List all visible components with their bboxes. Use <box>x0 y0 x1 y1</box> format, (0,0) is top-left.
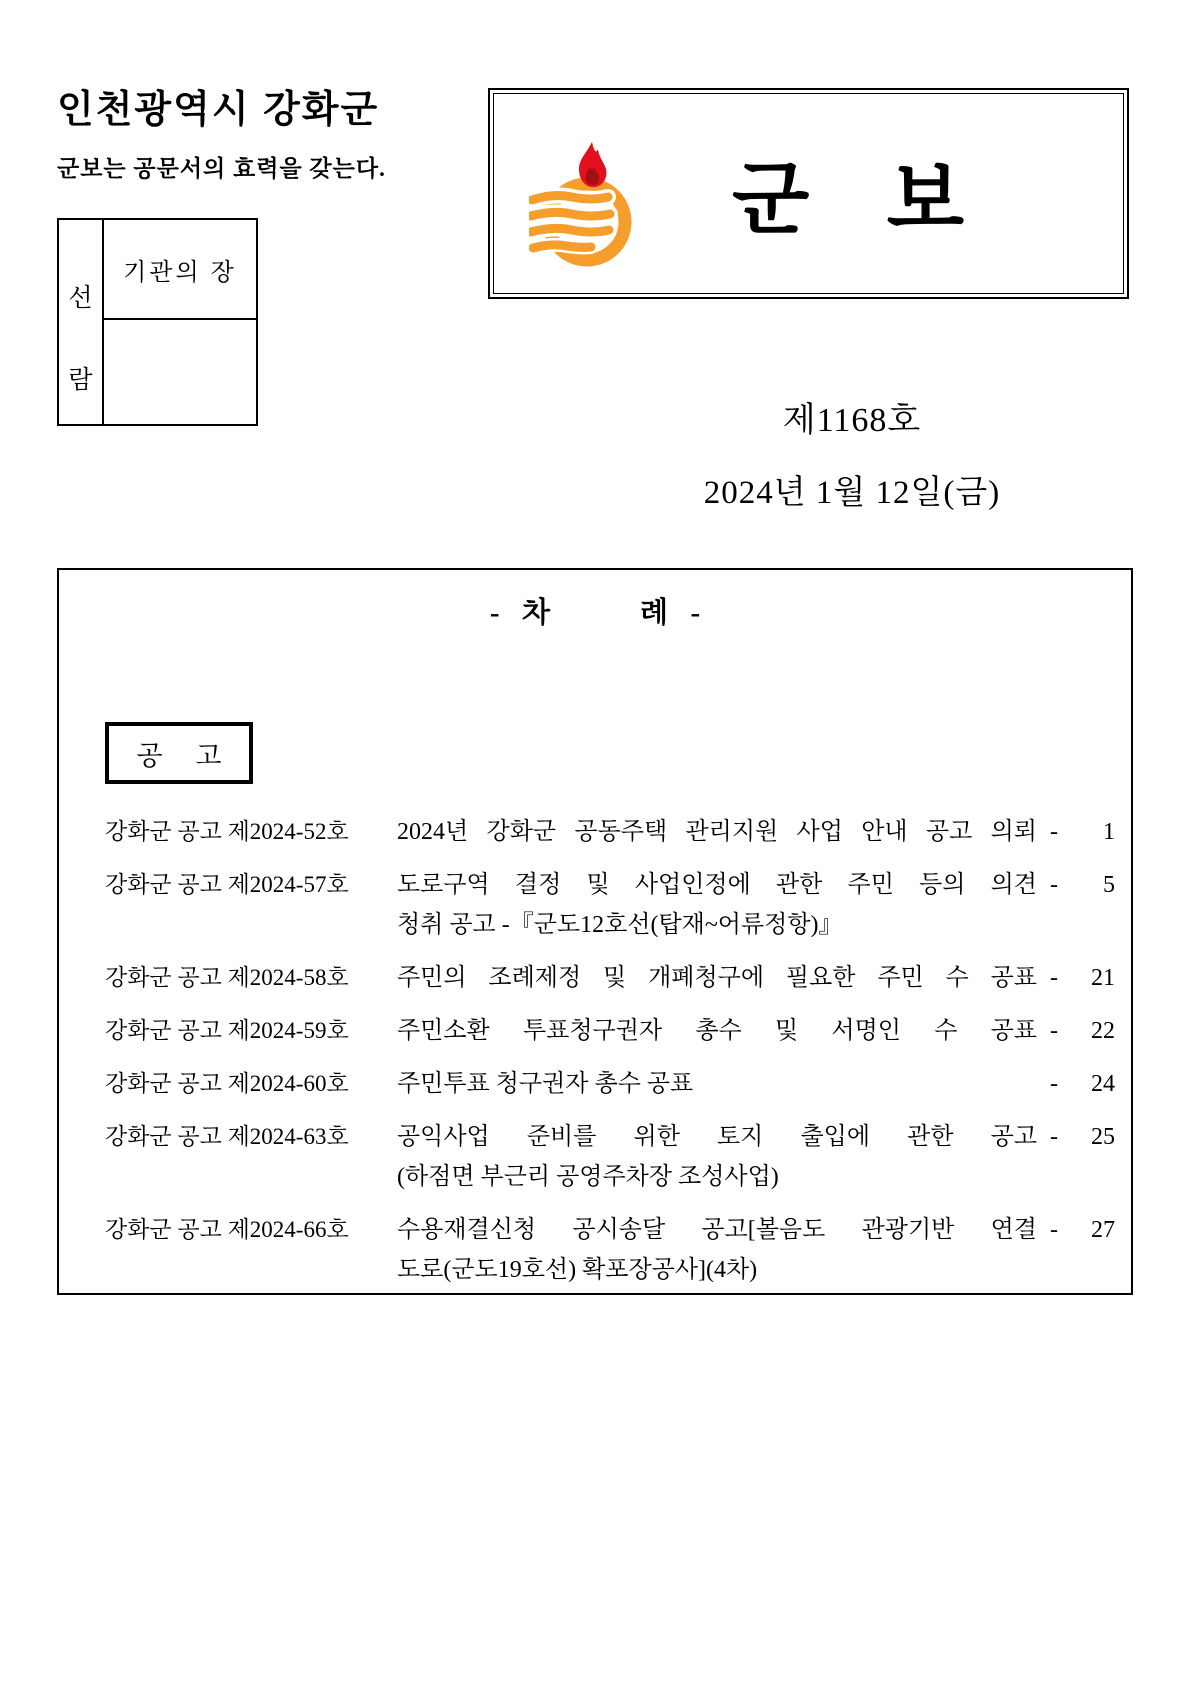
page-title: 인천광역시 강화군 <box>57 89 380 131</box>
leader-dash: - <box>1050 819 1058 845</box>
page-number: 25 <box>1091 1124 1115 1150</box>
notice-title-line: 주민투표 청구권자 총수 공표 <box>397 1071 694 1097</box>
page-number: 5 <box>1103 872 1115 898</box>
notice-number: 강화군 공고 제2024-52호 <box>105 819 349 844</box>
review-stamp-table <box>57 218 258 426</box>
leader-dash: - <box>1050 1124 1058 1150</box>
notice-number: 강화군 공고 제2024-57호 <box>105 872 349 897</box>
toc-row <box>105 1210 1117 1290</box>
notice-title-line: 주민의 조례제정 및 개폐청구에 필요한 주민 수 공표 <box>397 965 1037 991</box>
leader-dash: - <box>1050 1018 1058 1044</box>
leader-dash: - <box>1050 1071 1058 1097</box>
notice-title-line: 도로구역 결정 및 사업인정에 관한 주민 등의 의견 <box>397 872 1037 898</box>
notice-title-line: 2024년 강화군 공동주택 관리지원 사업 안내 공고 의뢰 <box>397 819 1037 845</box>
review-side-label <box>59 220 104 424</box>
leader-dash: - <box>1050 965 1058 991</box>
toc-row <box>105 812 1117 852</box>
review-head-cell: 기관의 장 <box>104 220 256 320</box>
toc-section-label: 공 고 <box>105 722 253 784</box>
notice-number: 강화군 공고 제2024-58호 <box>105 965 349 990</box>
toc-title: - 차 례 - <box>489 597 701 629</box>
notice-title-line: (하점면 부근리 공영주차장 조성사업) <box>397 1164 779 1190</box>
toc-row <box>105 958 1117 998</box>
toc-row <box>105 1011 1117 1051</box>
review-side-char-2: 람 <box>68 367 93 394</box>
gazette-motto: 군보는 공문서의 효력을 갖는다. <box>57 156 386 181</box>
toc-box <box>57 568 1133 1295</box>
gazette-title-char-2: 보 <box>886 155 964 244</box>
issue-date: 2024년 1월 12일(금) <box>703 475 1001 511</box>
page-number: 22 <box>1091 1018 1115 1044</box>
toc-row <box>105 865 1117 945</box>
leader-dash: - <box>1050 872 1058 898</box>
gazette-title <box>732 155 964 244</box>
notice-title-line: 청취 공고 -『군도12호선(탑재~어류정항)』 <box>397 912 843 938</box>
notice-number: 강화군 공고 제2024-63호 <box>105 1124 349 1149</box>
gazette-title-char-1: 군 <box>732 155 810 244</box>
page-number: 1 <box>1103 819 1115 845</box>
notice-title-line: 수용재결신청 공시송달 공고[볼음도 관광기반 연결 <box>397 1217 1037 1243</box>
page-number: 24 <box>1091 1071 1115 1097</box>
toc-row <box>105 1064 1117 1104</box>
notice-number: 강화군 공고 제2024-60호 <box>105 1071 349 1096</box>
page-number: 21 <box>1091 965 1115 991</box>
page-number: 27 <box>1091 1217 1115 1243</box>
leader-dash: - <box>1050 1217 1058 1243</box>
review-side-char-1: 선 <box>68 285 93 312</box>
notice-title-line: 공익사업 준비를 위한 토지 출입에 관한 공고 <box>397 1124 1037 1150</box>
masthead-box <box>488 88 1129 299</box>
notice-number: 강화군 공고 제2024-66호 <box>105 1217 349 1242</box>
review-signature-cell <box>104 320 256 424</box>
notice-number: 강화군 공고 제2024-59호 <box>105 1018 349 1043</box>
toc-row <box>105 1117 1117 1197</box>
notice-title-line: 주민소환 투표청구권자 총수 및 서명인 수 공표 <box>397 1018 1037 1044</box>
issue-number: 제1168호 <box>782 402 922 439</box>
toc-rows <box>105 812 1117 1303</box>
notice-title-line: 도로(군도19호선) 확포장공사](4차) <box>397 1257 758 1283</box>
county-emblem-icon <box>529 140 641 270</box>
